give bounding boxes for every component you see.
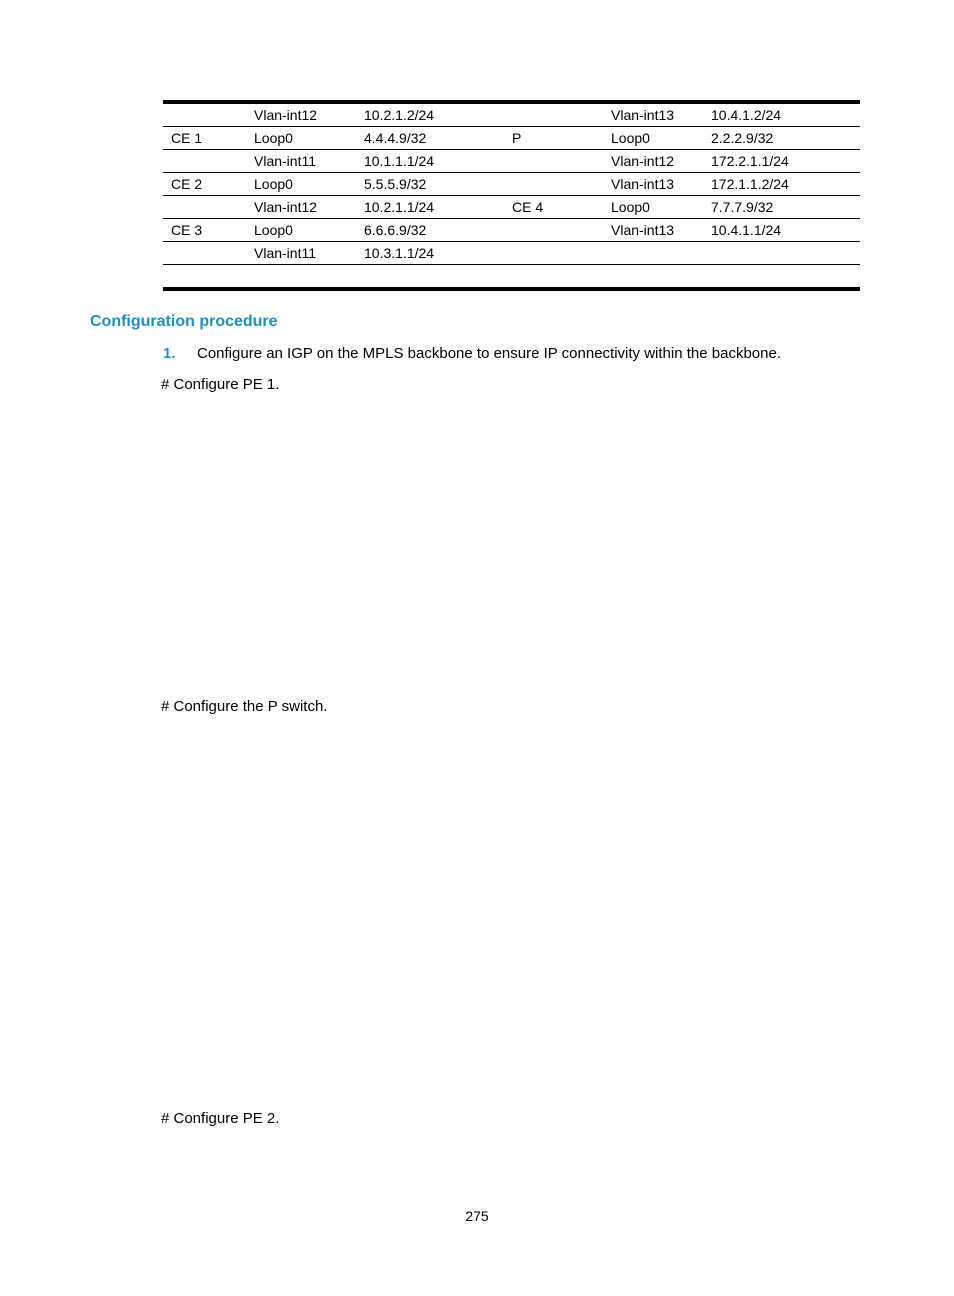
interface-cell: Loop0 <box>603 127 703 150</box>
page-number: 275 <box>465 1208 489 1224</box>
table-row <box>163 219 860 242</box>
step-item <box>163 345 781 362</box>
device-cell <box>504 242 603 265</box>
table-row <box>163 102 860 127</box>
device-cell <box>504 102 603 127</box>
table-row <box>163 127 860 150</box>
ip-address-cell: 172.1.1.2/24 <box>703 173 860 196</box>
interface-cell: Vlan-int12 <box>246 102 356 127</box>
interface-cell: Vlan-int13 <box>603 102 703 127</box>
table-row <box>163 150 860 173</box>
configure-pe1-text: # Configure PE 1. <box>161 376 280 393</box>
interface-cell: Loop0 <box>246 173 356 196</box>
configure-p-switch-text: # Configure the P switch. <box>161 698 328 715</box>
table-row <box>163 196 860 219</box>
interface-cell: Loop0 <box>246 219 356 242</box>
device-cell: CE 3 <box>163 219 246 242</box>
ip-address-cell: 2.2.2.9/32 <box>703 127 860 150</box>
device-cell <box>163 242 246 265</box>
ip-address-cell: 172.2.1.1/24 <box>703 150 860 173</box>
table-row <box>163 173 860 196</box>
interface-cell: Loop0 <box>246 127 356 150</box>
ip-address-cell: 10.3.1.1/24 <box>356 242 504 265</box>
device-cell <box>163 196 246 219</box>
interface-cell: Vlan-int11 <box>246 242 356 265</box>
table-row <box>163 242 860 265</box>
device-cell <box>504 173 603 196</box>
interface-address-table <box>163 100 860 291</box>
ip-address-cell: 10.2.1.1/24 <box>356 196 504 219</box>
device-cell: CE 4 <box>504 196 603 219</box>
device-cell <box>504 219 603 242</box>
interface-cell: Vlan-int13 <box>603 219 703 242</box>
device-cell <box>163 150 246 173</box>
ip-address-cell: 10.1.1.1/24 <box>356 150 504 173</box>
interface-cell: Vlan-int12 <box>246 196 356 219</box>
ip-address-cell <box>703 242 860 265</box>
device-cell: CE 1 <box>163 127 246 150</box>
ip-address-cell: 10.4.1.1/24 <box>703 219 860 242</box>
ip-address-cell: 4.4.4.9/32 <box>356 127 504 150</box>
ip-address-cell: 7.7.7.9/32 <box>703 196 860 219</box>
table-spacer-row <box>163 265 860 290</box>
interface-cell <box>603 242 703 265</box>
ip-address-cell: 6.6.6.9/32 <box>356 219 504 242</box>
ip-address-cell: 5.5.5.9/32 <box>356 173 504 196</box>
configure-pe2-text: # Configure PE 2. <box>161 1110 280 1127</box>
ip-address-cell: 10.2.1.2/24 <box>356 102 504 127</box>
interface-cell: Vlan-int12 <box>603 150 703 173</box>
step-number: 1. <box>163 345 176 362</box>
device-cell: P <box>504 127 603 150</box>
device-cell <box>163 102 246 127</box>
section-heading: Configuration procedure <box>90 313 278 330</box>
interface-cell: Vlan-int13 <box>603 173 703 196</box>
device-cell: CE 2 <box>163 173 246 196</box>
interface-cell: Loop0 <box>603 196 703 219</box>
step-text: Configure an IGP on the MPLS backbone to ensure IP connectivity within the backbone. <box>197 345 781 362</box>
ip-address-cell: 10.4.1.2/24 <box>703 102 860 127</box>
device-cell <box>504 150 603 173</box>
interface-cell: Vlan-int11 <box>246 150 356 173</box>
